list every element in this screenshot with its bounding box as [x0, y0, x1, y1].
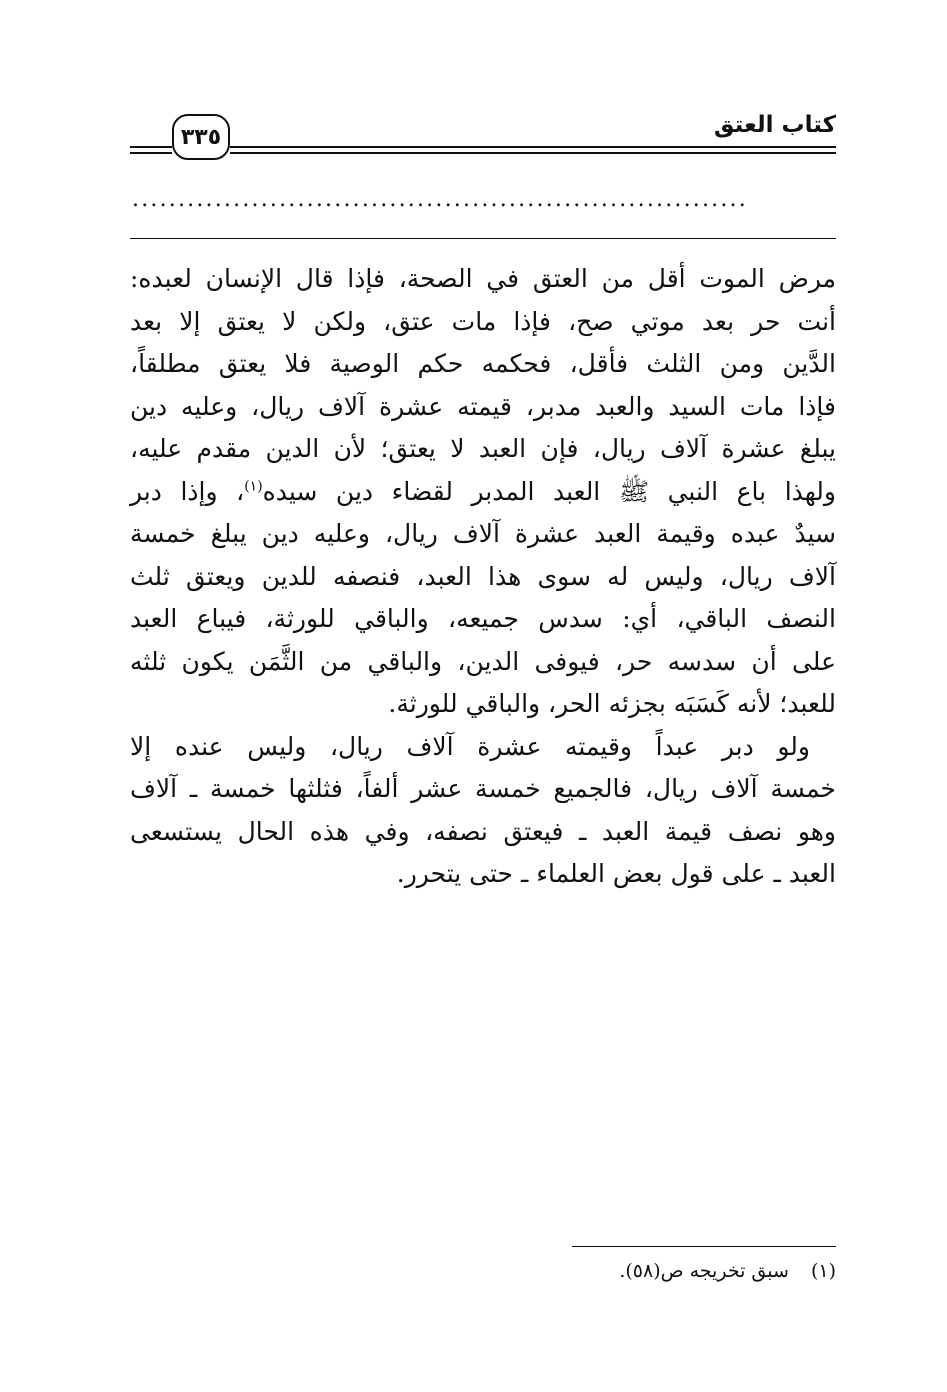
footnote-text: سبق تخريجه ص(٥٨).	[619, 1260, 789, 1282]
text-line: فإذا مات السيد والعبد مدبر، قيمته عشرة آلاف ريال، وعليه دين	[130, 391, 836, 421]
text-line: للعبد؛ لأنه كَسَبَه بجزئه الحر، والباقي للورثة.	[388, 689, 836, 718]
footnote	[619, 1260, 836, 1282]
text-segment: ، وإذا دبر	[130, 476, 245, 506]
text-line: آلاف ريال، وليس له سوى هذا العبد، فنصفه للدين ويعتق ثلث	[130, 561, 836, 591]
text-line: خمسة آلاف ريال، فالجميع خمسة عشر ألفاً، فثلثها خمسة ـ آلاف	[130, 774, 836, 803]
footnote-separator	[572, 1246, 836, 1247]
dotted-divider: ...................................................................	[132, 190, 748, 210]
text-line-with-footnote	[130, 471, 836, 514]
page-header	[130, 108, 836, 168]
text-line: سيدٌ عبده وقيمة العبد عشرة آلاف ريال، وعليه دين يبلغ خمسة	[130, 519, 836, 548]
text-line: وهو نصف قيمة العبد ـ فيعتق نصفه، وفي هذه الحال يستسعى	[130, 816, 836, 846]
main-text	[130, 258, 836, 896]
text-line: مرض الموت أقل من العتق في الصحة، فإذا قال الإنسان لعبده:	[130, 264, 836, 293]
text-line: على أن سدسه حر، فيوفى الدين، والباقي من الثَّمَن يكون ثلثه	[130, 646, 836, 676]
text-line: يبلغ عشرة آلاف ريال، فإن العبد لا يعتق؛ لأن الدين مقدم عليه،	[130, 434, 836, 463]
text-line: ولو دبر عبداً وقيمته عشرة آلاف ريال، وليس عنده إلا	[130, 731, 810, 761]
paragraph-1	[130, 258, 836, 726]
paragraph-2	[130, 726, 836, 896]
header-separator	[130, 238, 836, 239]
text-line: العبد ـ على قول بعض العلماء ـ حتى يتحرر.	[396, 859, 836, 888]
page-number-frame	[172, 114, 230, 160]
chapter-title: كتاب العتق	[713, 112, 836, 138]
footnote-reference[interactable]: (١)	[244, 478, 263, 495]
text-line: أنت حر بعد موتي صح، فإذا مات عتق، ولكن لا يعتق إلا بعد	[130, 306, 836, 336]
header-rule-right	[230, 146, 836, 154]
footnote-number: (١)	[810, 1260, 836, 1282]
header-rule-left	[130, 146, 172, 154]
text-line: النصف الباقي، أي: سدس جميعه، والباقي للورثة، فيباع العبد	[130, 604, 836, 633]
text-segment: ولهذا باع النبي ﷺ العبد المدبر لقضاء دين سيده	[262, 476, 836, 506]
text-line: الدَّين ومن الثلث فأقل، فحكمه حكم الوصية فلا يعتق مطلقاً،	[130, 349, 836, 378]
page-number: ٣٣٥	[180, 124, 222, 150]
